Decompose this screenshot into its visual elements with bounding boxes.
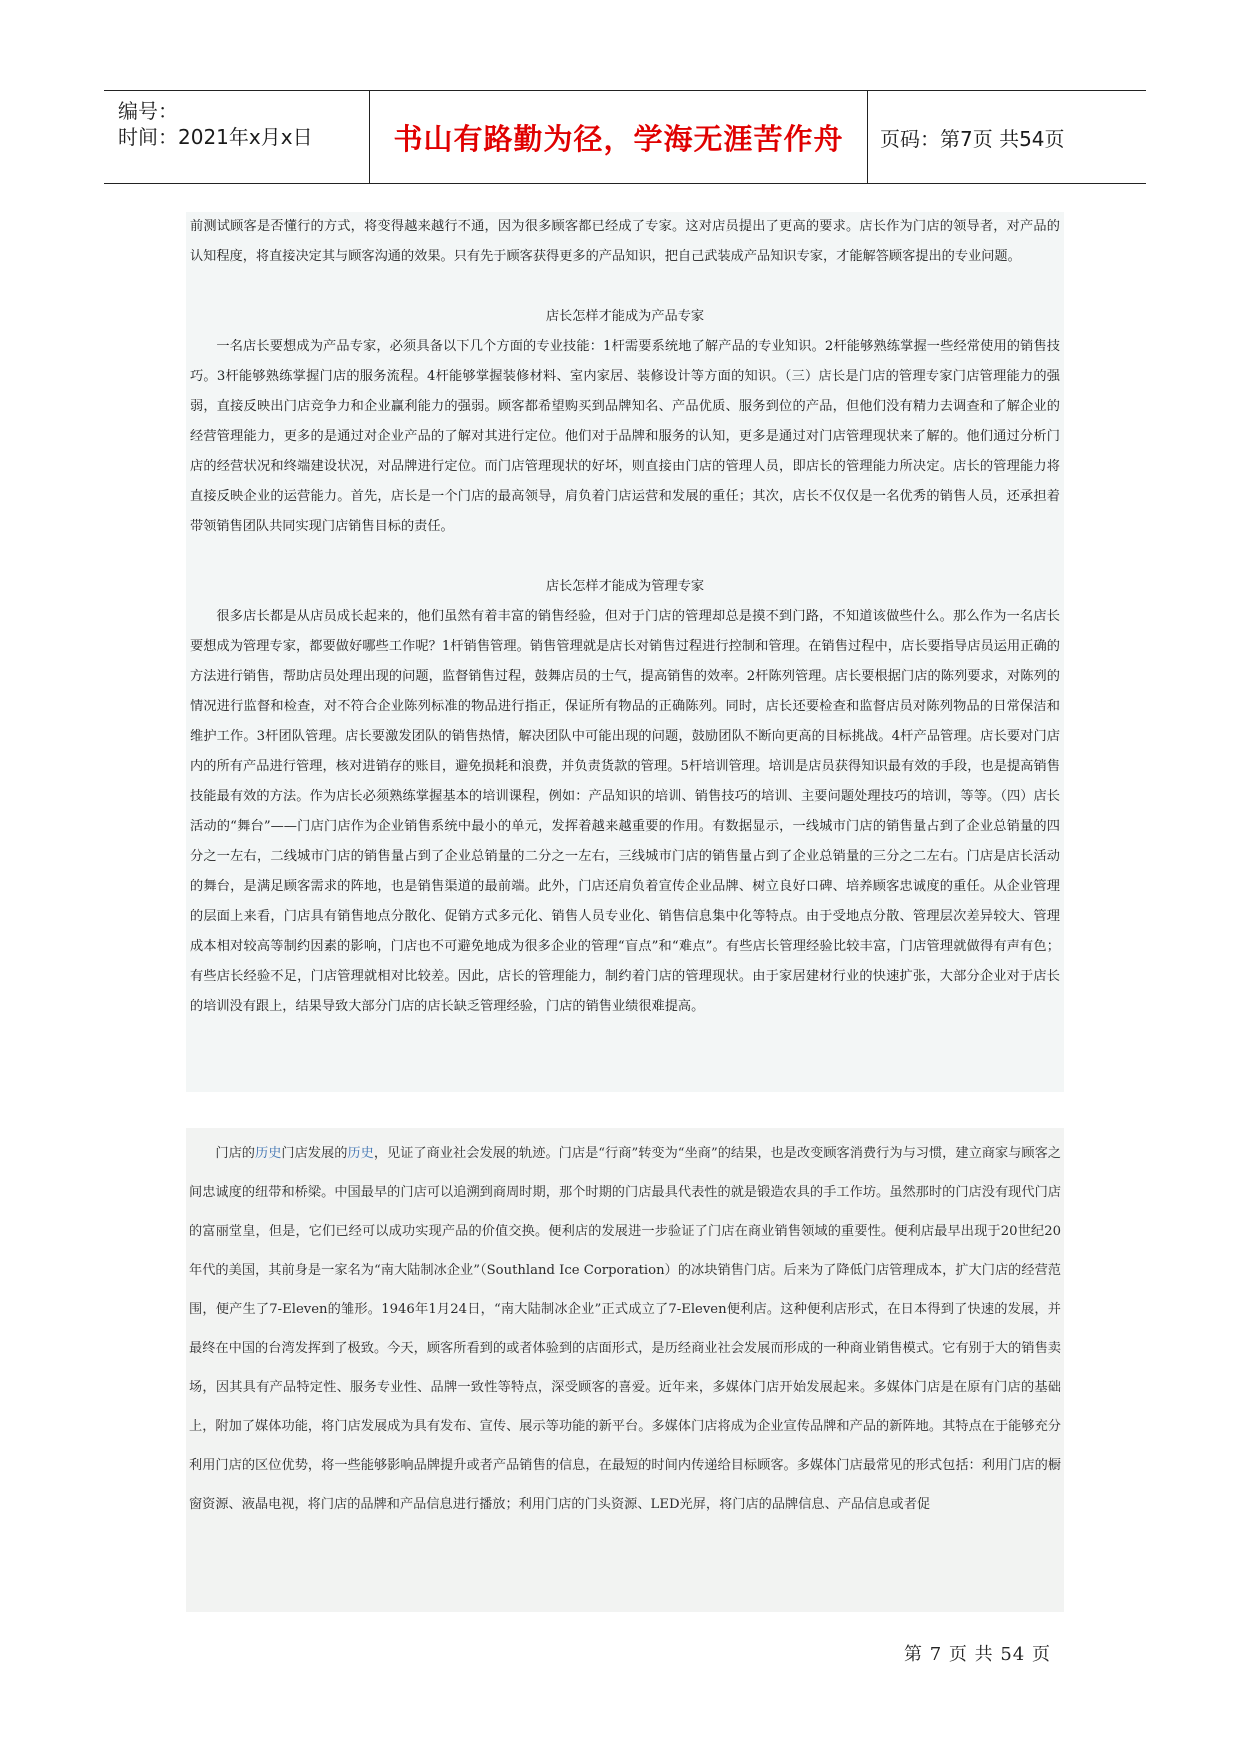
paragraph-management-expert: 很多店长都是从店员成长起来的，他们虽然有着丰富的销售经验，但对于门店的管理却总是摸不到门路，不知道该做些什么。那么作为一名店长要想成为管理专家，都要做好哪些工作呢？1杆销售管理。销售管理就是店长对销售过程进行控制和管理。在销售过程中，店长要指导店员运用正确的方法进行销售，帮助店员处理出现的问题，监督销售过程，鼓舞店员的士气，提高销售的效率。2杆陈列管理。店长要根据门店的陈列要求，对陈列的情况进行监督和检查，对不符合企业陈列标准的物品进行指正，保证所有物品的正确陈列。同时，店长还要检查和监督店员对陈列物品的日常保洁和维护工作。3杆团队管理。店长要激发团队的销售热情，解决团队中可能出现的问题，鼓励团队不断向更高的目标挑战。4杆产品管理。店长要对门店内的所有产品进行管理，核对进销存的账目，避免损耗和浪费，并负责货款的管理。5杆培训管理。培训是店员获得知识最有效的手段，也是提高销售技能最有效的方法。作为店长必须熟练掌握基本的培训课程，例如：产品知识的培训、销售技巧的培训、主要问题处理技巧的培训，等等。（四）店长活动的“舞台”——门店门店作为企业销售系统中最小的单元，发挥着越来越重要的作用。有数据显示，一线城市门店的销售量占到了企业总销量的四分之一左右，二线城市门店的销售量占到了企业总销量的二分之一左右，三线城市门店的销售量占到了企业总销量的三分之二左右。门店是店长活动的舞台，是满足顾客需求的阵地，也是销售渠道的最前端。此外，门店还肩负着宣传企业品牌、树立良好口碑、培养顾客忠诚度的重任。从企业管理的层面上来看，门店具有销售地点分散化、促销方式多元化、销售人员专业化、销售信息集中化等特点。由于受地点分散、管理层次差异较大、管理成本相对较高等制约因素的影响，门店也不可避免地成为很多企业的管理“盲点”和“难点”。有些店长管理经验比较丰富，门店管理就做得有声有色；有些店长经验不足，门店管理就相对比较差。因此，店长的管理能力，制约着门店的管理现状。由于家居建材行业的快速扩张，大部分企业对于店长的培训没有跟上，结果导致大部分门店的店长缺乏管理经验，门店的销售业绩很难提高。 (190, 609, 1060, 1014)
text-segment: ，见证了商业社会发展的轨迹。门店是“行商”转变为“坐商”的结果，也是改变顾客消费行为与习惯，建立商家与顾客之间忠诚度的纽带和桥梁。中国最早的门店可以追溯到商周时期，那个时期的门店最具代表性的就是锻造农具的手工作坊。虽然那时的门店没有现代门店的富丽堂皇，但是，它们已经可以成功实现产品的价值交换。便利店的发展进一步验证了门店在商业销售领域的重要性。便利店最早出现于20世纪20年代的美国，其前身是一家名为“南大陆制冰企业”（Southland Ice Corporation）的冰块销售门店。后来为了降低门店管理成本，扩大门店的经营范围，便产生了7-Eleven的雏形。1946年1月24日，“南大陆制冰企业”正式成立了7-Eleven便利店。这种便利店形式，在日本得到了快速的发展，并最终在中国的台湾发挥到了极致。今天，顾客所看到的或者体验到的店面形式，是历经商业社会发展而形成的一种商业销售模式。它有别于大的销售卖场，因其具有产品特定性、服务专业性、品牌一致性等特点，深受顾客的喜爱。近年来，多媒体门店开始发展起来。多媒体门店是在原有门店的基础上，附加了媒体功能，将门店发展成为具有发布、宣传、展示等功能的新平台。多媒体门店将成为企业宣传品牌和产品的新阵地。其特点在于能够充分利用门店的区位优势，将一些能够影响品牌提升或者产品销售的信息，在最短的时间内传递给目标顾客。多媒体门店最常见的形式包括：利用门店的橱窗资源、液晶电视，将门店的品牌和产品信息进行播放；利用门店的门头资源、LED光屏，将门店的品牌信息、产品信息或者促 (189, 1146, 1061, 1512)
document-time-label: 时间：2021年x月x日 (118, 125, 313, 149)
header-middle-cell (370, 91, 868, 183)
history-link-2[interactable]: 历史 (347, 1146, 374, 1161)
section-heading-product-expert: 店长怎样才能成为产品专家 (545, 309, 705, 324)
page-footer-number: 第 7 页 共 54 页 (904, 1644, 1051, 1665)
document-number-label: 编号： (118, 99, 178, 123)
content-block-store-manager (186, 212, 1064, 1092)
paragraph-intro: 前测试顾客是否懂行的方式，将变得越来越行不通，因为很多顾客都已经成了专家。这对店员提出了更高的要求。店长作为门店的领导者，对产品的认知程度，将直接决定其与顾客沟通的效果。只有先于顾客获得更多的产品知识，把自己武装成产品知识专家，才能解答顾客提出的专业问题。 (190, 219, 1060, 264)
header-left-cell (104, 91, 370, 183)
page-header (104, 90, 1146, 184)
header-right-cell (868, 91, 1146, 183)
content-block-store-history (186, 1128, 1064, 1612)
history-link-1[interactable]: 历史 (255, 1146, 282, 1161)
text-segment: 门店的 (215, 1146, 255, 1161)
paragraph-store-history (189, 1134, 1061, 1524)
section-heading-management-expert: 店长怎样才能成为管理专家 (545, 579, 705, 594)
header-page-count: 页码：第7页 共54页 (880, 127, 1065, 151)
text-segment: 门店发展的 (281, 1146, 348, 1161)
header-motto: 书山有路勤为径，学海无涯苦作舟 (393, 122, 844, 156)
paragraph-product-expert: 一名店长要想成为产品专家，必须具备以下几个方面的专业技能：1杆需要系统地了解产品的专业知识。2杆能够熟练掌握一些经常使用的销售技巧。3杆能够熟练掌握门店的服务流程。4杆能够掌握装修材料、室内家居、装修设计等方面的知识。（三）店长是门店的管理专家门店管理能力的强弱，直接反映出门店竞争力和企业赢利能力的强弱。顾客都希望购买到品牌知名、产品优质、服务到位的产品，但他们没有精力去调查和了解企业的经营管理能力，更多的是通过对企业产品的了解对其进行定位。他们对于品牌和服务的认知，更多是通过对门店管理现状来了解的。他们通过分析门店的经营状况和终端建设状况，对品牌进行定位。而门店管理现状的好坏，则直接由门店的管理人员，即店长的管理能力所决定。店长的管理能力将直接反映企业的运营能力。首先，店长是一个门店的最高领导，肩负着门店运营和发展的重任；其次，店长不仅仅是一名优秀的销售人员，还承担着带领销售团队共同实现门店销售目标的责任。 (190, 339, 1060, 534)
